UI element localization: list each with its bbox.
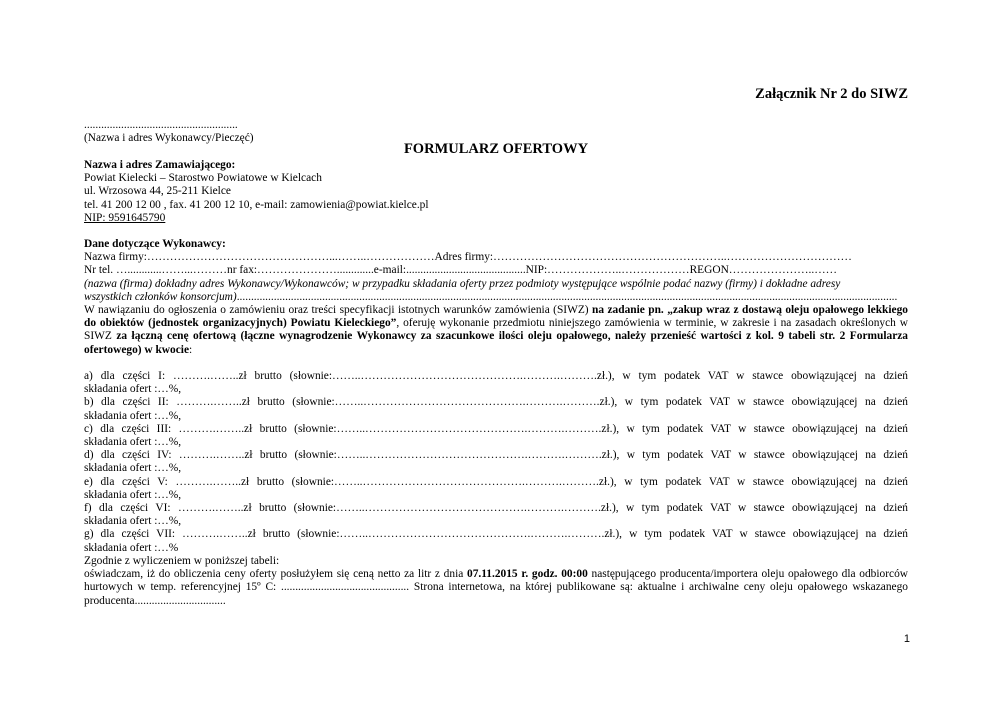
contractor-note-end: wszystkich członków konsorcjum)........................................................................................................................................................................................................................................ xyxy=(84,290,898,303)
contractor-line-contact: Nr tel. …............……...………nr fax:………………….............e-mail:..........................................NIP:………………..………………REGON…………………..…… xyxy=(84,264,838,277)
contractor-note: (nazwa (firma) dokładny adres Wykonawcy/Wykonawców; w przypadku składania oferty przez podmioty występujące wspólnie podać nazwy (firmy) i dokładne adresy xyxy=(84,277,841,290)
contracting-contact: tel. 41 200 12 00 , fax. 41 200 12 10, e-mail: zamowienia@powiat.kielce.pl xyxy=(84,198,429,211)
part-item-g: g) dla części VII: ……….……..zł brutto (słownie:……..…………………………………….……….……….zł.), w tym podatek VAT w stawce obowiązującej na dzień składania ofert :…% xyxy=(84,528,908,554)
parts-list xyxy=(84,370,908,555)
contracting-nip: NIP: 9591645790 xyxy=(84,211,166,224)
closing-line: Zgodnie z wyliczeniem w poniższej tabeli: xyxy=(84,555,280,567)
contracting-authority xyxy=(84,159,908,225)
part-item-a: a) dla części I: ……….……..zł brutto (słownie:……..…………………………………….……….……….zł.), w tym podatek VAT w stawce obowiązującej na dzień składania ofert :…%, xyxy=(84,370,908,396)
part-item-c: c) dla części III: ……….……..zł brutto (słownie:……..…………………………………….……….……….zł.), w tym podatek VAT w stawce obowiązującej na dzień składania ofert :…%, xyxy=(84,422,908,449)
contracting-heading: Nazwa i adres Zamawiającego: xyxy=(84,159,236,171)
attachment-label: Załącznik Nr 2 do SIWZ xyxy=(755,86,908,102)
part-item-e: e) dla części V: ……….……..zł brutto (słownie:……..…………………………………….……….……….zł.), w tym podatek VAT w stawce obowiązującej na dzień składania ofert :…%, xyxy=(84,475,908,501)
contracting-name: Powiat Kielecki – Starostwo Powiatowe w Kielcach xyxy=(84,172,322,185)
stamp-label: (Nazwa i adres Wykonawcy/Pieczęć) xyxy=(84,132,254,145)
part-item-b: b) dla części II: ……….……..zł brutto (słownie:……..…………………………………….……….……….zł.), w tym podatek VAT w stawce obowiązującej na dzień składania ofert :…%, xyxy=(84,396,908,422)
closing-paragraph: oświadczam, iż do obliczenia ceny oferty posłużyłem się ceną netto za litr z dnia 07.11.2015 r. godz. 00:00 następującego producenta/importera oleju opałowego dla odbiorców hurtowych w temp. referencyjnej 15º C: ............................................. Strona internetowa, na której publikowane są: aktualne i archiwalne ceny oleju opałowego wskazanego producenta................................ xyxy=(84,568,908,607)
contractor-line-name: Nazwa firmy:…………………………………………...……..………………Adres firmy:……………………………………………………..…………………………… xyxy=(84,251,852,264)
part-item-d: d) dla części IV: ……….……..zł brutto (słownie:……..…………………………………….……….……….zł.), w tym podatek VAT w stawce obowiązującej na dzień składania ofert :…%, xyxy=(84,449,908,475)
intro-paragraph: W nawiązaniu do ogłoszenia o zamówieniu oraz treści specyfikacji istotnych warunków zamówienia (SIWZ) na zadanie pn. „zakup wraz z dostawą oleju opałowego lekkiego do obiektów (jednostek organizacyjnych) Powiatu Kieleckiego”, oferuję wykonanie przedmiotu niniejszego zamówienia w terminie, w zakresie i na zasadach określonych w SIWZ za łączną cenę ofertową (łączne wynagrodzenie Wykonawcy za szacunkowe ilości oleju opałowego, należy przenieść wartości z kol. 9 tabeli str. 2 Formularza ofertowego) w kwocie: xyxy=(84,304,909,356)
page-number: 1 xyxy=(903,633,910,645)
part-item-f: f) dla części VI: ……….……..zł brutto (słownie:……..…………………………………….……….……….zł.), w tym podatek VAT w stawce obowiązującej na dzień składania ofert :…%, xyxy=(84,502,908,528)
contractor-heading: Dane dotyczące Wykonawcy: xyxy=(84,238,226,250)
contractor-data xyxy=(84,238,908,304)
form-title: FORMULARZ OFERTOWY xyxy=(403,141,589,157)
closing-section xyxy=(84,555,908,608)
stamp-dots: ...................................................... xyxy=(84,119,238,131)
contracting-address: ul. Wrzosowa 44, 25-211 Kielce xyxy=(84,185,231,198)
